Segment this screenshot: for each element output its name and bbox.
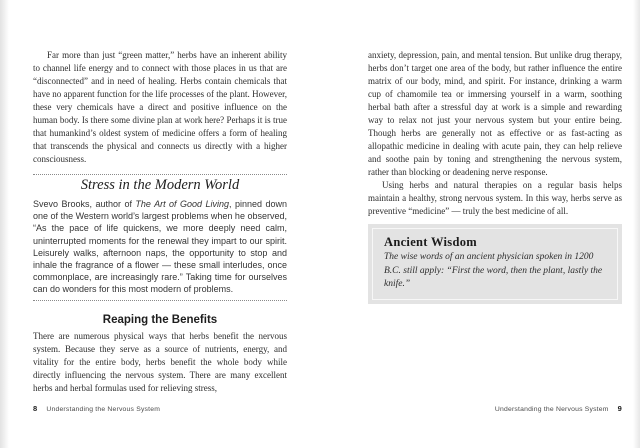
dotted-rule-bottom [33, 300, 287, 301]
sidebar-body-before: Svevo Brooks, author of [33, 199, 136, 209]
body-paragraph: anxiety, depression, pain, and mental tension. But unlike drug therapy, herbs don’t target one area of the body, but rather influence the entire matrix of our body, mind, and spirit. For instance, drinking a warm cup of chamomile tea or immersing yourself in a warm, soothing herbal bath after a stressful day at work is a simple and rewarding way to relax not just your nervous system but your entire being. Though herbs are generally not as effective or as fast-acting as allopathic medicine in dealing with acute pain, they can help relieve and soothe pain by toning and strengthening the nervous system, rather than blocking or deadening nerve response. [368, 50, 622, 177]
body-paragraph: Using herbs and natural therapies on a regular basis helps maintain a healthy, strong nervous system. In this way, herbs serve as preventive “medicine” — truly the best medicine of all. [368, 180, 622, 216]
wisdom-box-inner [372, 228, 618, 300]
page-footer [33, 404, 160, 413]
body-paragraph: Far more than just “green matter,” herbs have an inherent ability to channel life energy and to connect with those places in us that are “disconnected” and in need of healing. Herbs contain chemicals that have no apparent function for the life processes of the plant. However, these very chemicals have a direct and positive influence on the human body. Is there some divine plan at work here? Perhaps it is true that humankind’s oldest system of medicine offers a form of healing that transcends the physical and connects us directly with a higher consciousness. [33, 50, 287, 164]
running-title: Understanding the Nervous System [494, 406, 609, 413]
wisdom-box-body: The wise words of an ancient physician spoken in 1200 B.C. still apply: “First the word, then the plant, lastly the knife.” [384, 252, 603, 289]
sidebar-body [33, 198, 287, 296]
page-number: 9 [617, 404, 622, 413]
running-title: Understanding the Nervous System [46, 406, 161, 413]
page-footer [495, 404, 622, 413]
sidebar-body-after: , pinned down one of the Western world’s largest problems when he observed, “As the pace of life quickens, we more deeply need calm, uninterrupted moments for the renewal they impart to our spirit. Leisurely walks, afternoon naps, the opportunity to stop and inhale the fragrance of a flower — these small interludes, once commonplace, are increasingly rare.” Taking time for ourselves can do wonders for this most modern of problems. [33, 199, 287, 295]
section-heading: Reaping the Benefits [102, 313, 218, 326]
book-title: The Art of Good Living [135, 199, 230, 209]
wisdom-box-title: Ancient Wisdom [384, 235, 477, 249]
body-paragraph: There are numerous physical ways that herbs benefit the nervous system. Because they serve as a source of nutrients, energy, and vitality for the entire body, herbs benefit the whole body while directly influencing the nervous system. There are many excellent herbs and herbal formulas used for relieving stress, [33, 330, 287, 393]
sidebar-title: Stress in the Modern World [80, 177, 240, 193]
scan-edge-right [633, 0, 640, 448]
right-page [320, 0, 640, 448]
page-number: 8 [33, 404, 38, 413]
scan-edge-left [0, 0, 9, 448]
dotted-rule-top [33, 174, 287, 175]
wisdom-box [368, 224, 622, 304]
